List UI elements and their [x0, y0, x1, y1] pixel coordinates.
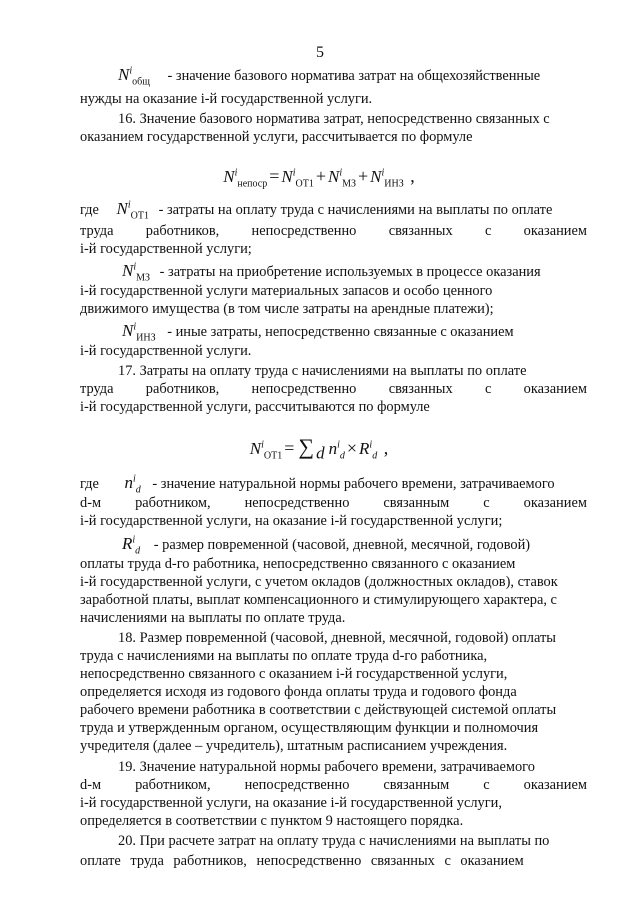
text-line: i-й государственной услуги, рассчитываются по формуле: [80, 399, 430, 415]
text-line: где $n^i_d$ - значение натуральной нормы рабочего времени, затрачиваемого: [80, 473, 555, 496]
formula-neposr: $N^i_{непоср} = N^i_{ОТ1} + N^i_{МЗ} + N^i_{ИНЗ}$ ,: [223, 166, 415, 190]
text-line: i-й государственной услуги, на оказание i-й государственной услуги;: [80, 513, 503, 529]
text-line: определяется в соответствии с пунктом 9 настоящего порядка.: [80, 813, 464, 829]
text-line: оказанием государственной услуги, рассчитывается по формуле: [80, 129, 473, 145]
text-line-justified: труда работников, непосредственно связанных с оказанием: [80, 223, 587, 239]
text-line: начислениями на выплаты по оплате труда.: [80, 610, 346, 626]
text-line-justified: d-м работником, непосредственно связанным с оказанием: [80, 495, 587, 511]
text-line: i-й государственной услуги;: [80, 241, 252, 257]
text-line: заработной платы, выплат компенсационного и стимулирующего характера, с: [80, 592, 557, 608]
formula-ot1: $N^i_{ОТ1}$ = ∑ $_d$ $n^i_d \times R^i_d$ ,: [249, 434, 389, 463]
symbol-n-d: $n^i_d$: [124, 473, 141, 496]
text-line: где $N^i_{ОТ1}$ - затраты на оплату труда с начислениями на выплаты по оплате: [80, 199, 553, 222]
symbol-n-inz: $N^i_{ИНЗ}$: [122, 321, 156, 344]
symbol-n-mz: $N^i_{МЗ}$: [122, 261, 151, 284]
text-line: 19. Значение натуральной нормы рабочего времени, затрачиваемого: [118, 759, 535, 775]
text-line: i-й государственной услуги.: [80, 343, 252, 359]
text-line: нужды на оказание i-й государственной услуги.: [80, 91, 373, 107]
page-number: 5: [316, 44, 324, 61]
text-line: 18. Размер повременной (часовой, дневной, месячной, годовой) оплаты: [118, 630, 556, 646]
text-line: $N^i_{общ}$ - значение базового норматива затрат на общехозяйственные: [118, 65, 541, 88]
text-line: 17. Затраты на оплату труда с начислениями на выплаты по оплате: [118, 363, 527, 379]
text-line: оплаты труда d-го работника, непосредственно связанного с оказанием: [80, 556, 516, 572]
text-line: движимого имущества (в том числе затраты на арендные платежи);: [80, 301, 494, 317]
text-line: учредителя (далее – учредитель), штатным расписанием учреждения.: [80, 738, 508, 754]
text-line: 20. При расчете затрат на оплату труда с начислениями на выплаты по: [118, 833, 550, 849]
text-line: $N^i_{МЗ}$ - затраты на приобретение используемых в процессе оказания: [122, 261, 541, 284]
text-line: непосредственно связанного с оказанием i-й государственной услуги,: [80, 666, 508, 682]
text-line-justified: труда работников, непосредственно связанных с оказанием: [80, 381, 587, 397]
text-line: i-й государственной услуги материальных запасов и особо ценного: [80, 283, 493, 299]
text-line: рабочего времени работника в соответствии с действующей системой оплаты: [80, 702, 557, 718]
text-line: труда с начислениями на выплаты по оплате труда d-го работника,: [80, 648, 488, 664]
text-line: оплате труда работников, непосредственно связанных с оказанием: [80, 853, 524, 869]
text-line: $R^i_d$ - размер повременной (часовой, дневной, месячной, годовой): [122, 534, 531, 557]
text-line: $N^i_{ИНЗ}$ - иные затраты, непосредственно связанные с оказанием: [122, 321, 514, 344]
text-line-justified: d-м работником, непосредственно связанным с оказанием: [80, 777, 587, 793]
symbol-n-ot1: $N^i_{ОТ1}$: [116, 199, 149, 222]
text-line: i-й государственной услуги, на оказание i-й государственной услуги,: [80, 795, 502, 811]
symbol-r-d: $R^i_d$: [122, 534, 141, 557]
symbol-n-obsh: $N^i_{общ}$: [118, 65, 150, 88]
text-line: определяется исходя из годового фонда оплаты труда и годового фонда: [80, 684, 517, 700]
text-line: труда и утвержденным органом, осуществляющим функции и полномочия: [80, 720, 539, 736]
text-line: i-й государственной услуги, с учетом окладов (должностных окладов), ставок: [80, 574, 558, 590]
text-line: 16. Значение базового норматива затрат, непосредственно связанных с: [118, 111, 550, 127]
